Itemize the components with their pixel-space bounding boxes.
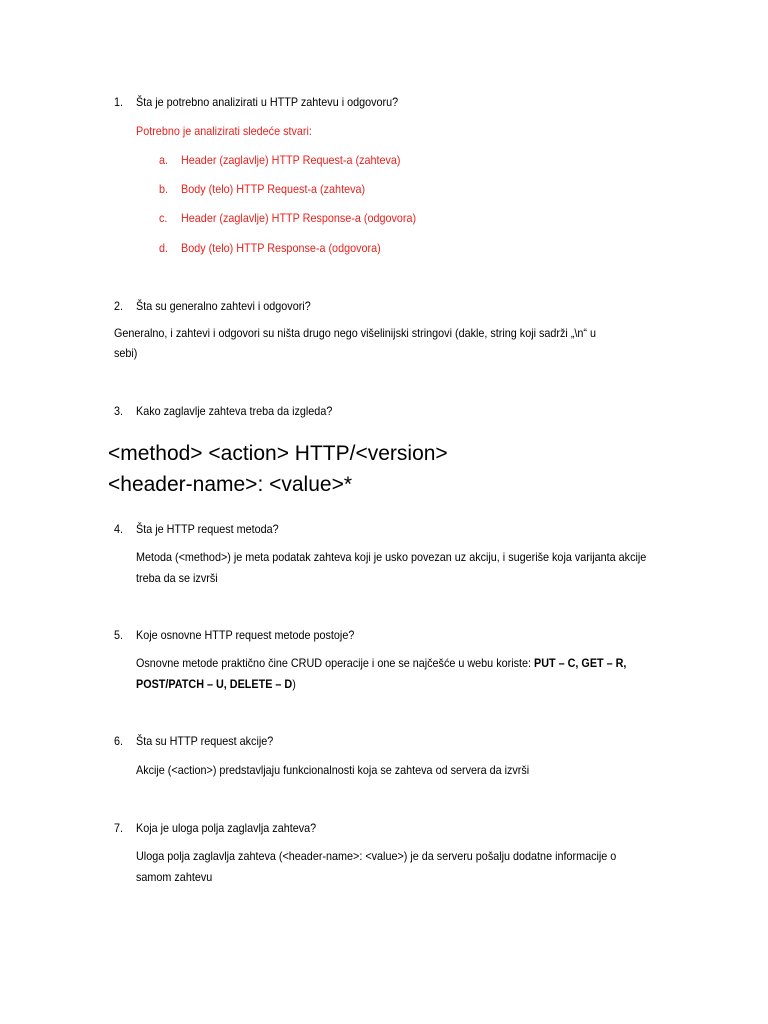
answer-5-suffix: ) bbox=[292, 677, 296, 691]
answer-5-methods: PUT – C, GET – R, POST/PATCH – U, DELETE – D bbox=[136, 656, 627, 691]
answer-6-text: Akcije (<action>) predstavljaju funkcionalnosti koja se zahteva od servera da izvrši bbox=[136, 763, 530, 777]
question-3-number: 3. bbox=[114, 404, 124, 418]
question-4-number: 4. bbox=[114, 522, 124, 536]
question-2-number: 2. bbox=[114, 299, 124, 313]
answer-1-item-text: Header (zaglavlje) HTTP Response-a (odgovora) bbox=[181, 211, 417, 225]
answer-1-item-text: Header (zaglavlje) HTTP Request-a (zahteva) bbox=[181, 153, 401, 167]
request-format-line-1: <method> <action> HTTP/<version> bbox=[108, 442, 448, 465]
answer-1-item-letter: c. bbox=[159, 211, 168, 225]
answer-1-item-letter: a. bbox=[159, 153, 169, 167]
question-1-number: 1. bbox=[114, 95, 124, 109]
answer-2-text: Generalno, i zahtevi i odgovori su ništa drugo nego višelinijski stringovi (dakle, string koji sadrži „\n“ u sebi) bbox=[114, 326, 597, 360]
request-format-line-2: <header-name>: <value>* bbox=[108, 473, 353, 496]
answer-1-item-text: Body (telo) HTTP Request-a (zahteva) bbox=[181, 182, 366, 196]
question-5-number: 5. bbox=[114, 628, 124, 642]
question-5-text: Koje osnovne HTTP request metode postoje? bbox=[136, 628, 355, 642]
answer-5-prefix: Osnovne metode praktično čine CRUD operacije i one se najčešće u webu koriste: bbox=[136, 656, 535, 670]
question-6-number: 6. bbox=[114, 734, 124, 748]
question-1-text: Šta je potrebno analizirati u HTTP zahtevu i odgovoru? bbox=[136, 95, 399, 109]
answer-7-text: Uloga polja zaglavlja zahteva (<header-name>: <value>) je da serveru pošalju dodatne informacije o samom zahtevu bbox=[136, 849, 617, 884]
answer-1-item-letter: d. bbox=[159, 241, 169, 255]
answer-1-item-letter: b. bbox=[159, 182, 169, 196]
answer-1-intro: Potrebno je analizirati sledeće stvari: bbox=[136, 124, 312, 138]
question-7-text: Koja je uloga polja zaglavlja zahteva? bbox=[136, 821, 317, 835]
question-3-text: Kako zaglavlje zahteva treba da izgleda? bbox=[136, 404, 333, 418]
question-4-text: Šta je HTTP request metoda? bbox=[136, 522, 279, 536]
question-6-text: Šta su HTTP request akcije? bbox=[136, 734, 274, 748]
question-7-number: 7. bbox=[114, 821, 124, 835]
answer-4-text: Metoda (<method>) je meta podatak zahteva koji je usko povezan uz akciju, i sugeriše koja varijanta akcije treba da se izvrši bbox=[136, 550, 647, 585]
answer-1-item-text: Body (telo) HTTP Response-a (odgovora) bbox=[181, 241, 381, 255]
answer-5-text bbox=[136, 653, 676, 695]
question-2-text: Šta su generalno zahtevi i odgovori? bbox=[136, 299, 311, 313]
